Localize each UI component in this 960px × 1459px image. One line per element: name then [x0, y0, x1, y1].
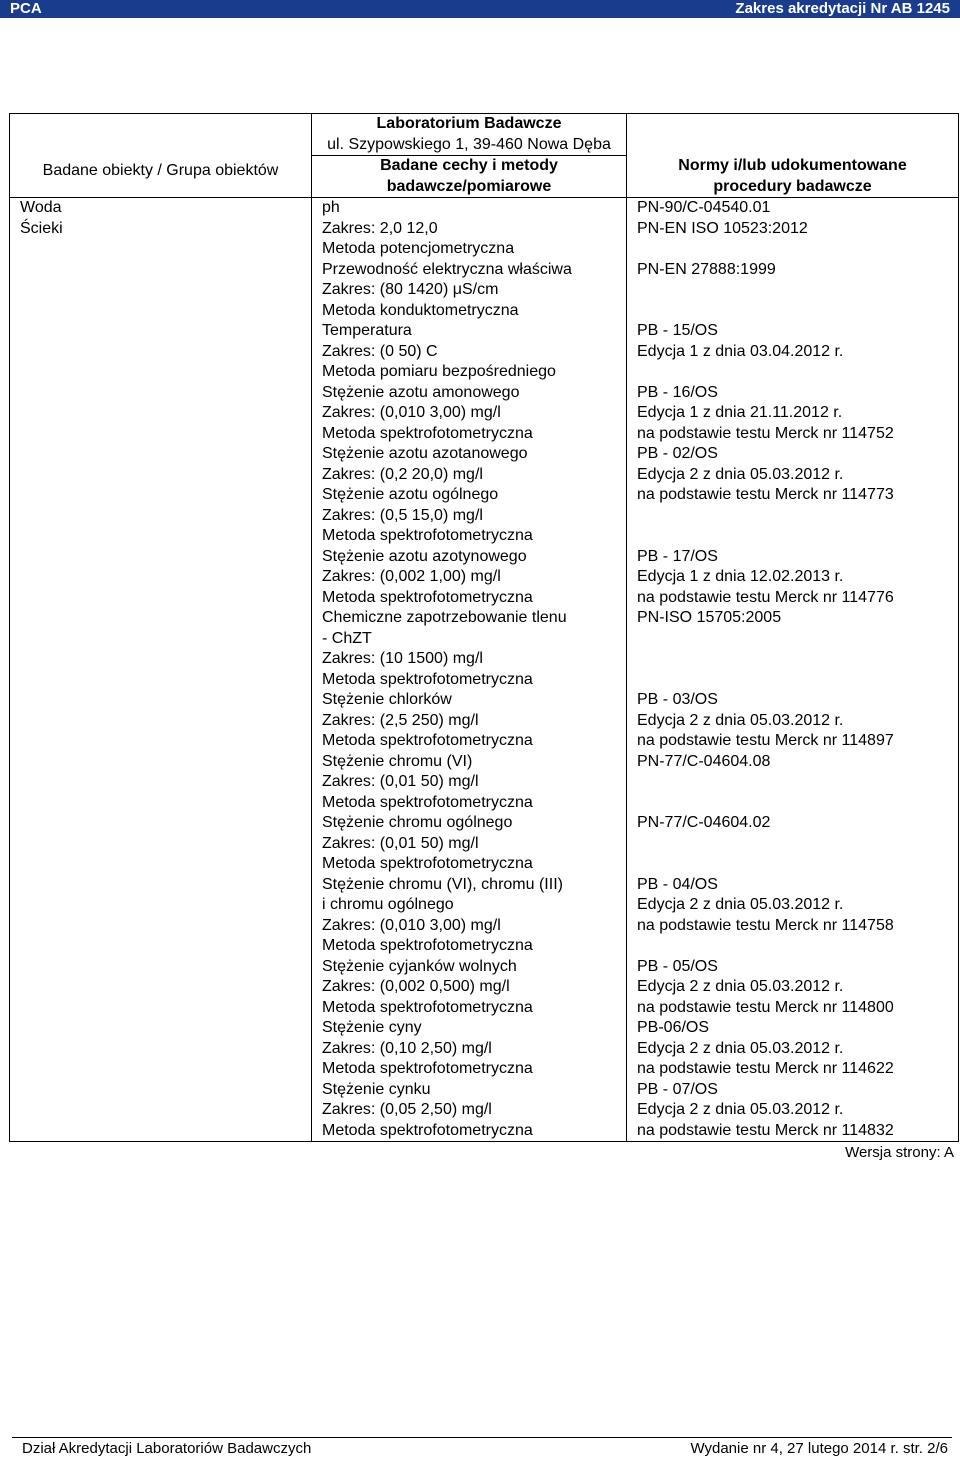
parameter-line: Stężenie azotu ogólnego — [322, 486, 499, 503]
parameter-line: Zakres: (0,10 2,50) mg/l — [322, 1039, 492, 1057]
lab-name: Laboratorium Badawcze — [376, 115, 562, 132]
parameter-line: Stężenie chlorków — [322, 691, 452, 708]
norm-line: PN-77/C-04604.08 — [637, 752, 771, 770]
parameter-line: Zakres: 2,0 12,0 — [322, 219, 438, 237]
norm-item — [637, 690, 958, 752]
parameter-item — [322, 198, 626, 260]
parameter-line: Metoda spektrofotometryczna — [322, 937, 533, 954]
parameter-line: Zakres: (0,2 20,0) mg/l — [322, 465, 483, 483]
norm-line: PB - 16/OS — [637, 383, 718, 401]
norm-item — [637, 547, 958, 609]
parameter-line: Metoda pomiaru bezpośredniego — [322, 363, 556, 380]
parameter-line: Zakres: (0,01 50) mg/l — [322, 834, 479, 852]
norm-line: PB-06/OS — [637, 1019, 710, 1036]
parameter-line: Stężenie azotu azotynowego — [322, 547, 527, 565]
parameter-line: Zakres: (0,002 0,500) mg/l — [322, 978, 510, 995]
norm-line: na podstawie testu Merck nr 114773 — [637, 486, 894, 503]
norm-item — [637, 444, 958, 547]
header-left: PCA — [10, 0, 42, 17]
parameter-line: Zakres: (0,010 3,00) mg/l — [322, 916, 501, 934]
parameter-item — [322, 260, 626, 322]
norm-item — [637, 875, 958, 957]
parameter-line: Zakres: (0,010 3,00) mg/l — [322, 404, 501, 421]
parameter-item — [322, 444, 626, 547]
norm-line: Edycja 1 z dnia 12.02.2013 r. — [637, 568, 844, 585]
parameter-line: Metoda spektrofotometryczna — [322, 793, 533, 811]
parameter-line: Metoda spektrofotometryczna — [322, 998, 533, 1016]
norm-line: na podstawie testu Merck nr 114752 — [637, 424, 894, 442]
norm-item — [637, 321, 958, 383]
header-right: Zakres akredytacji Nr AB 1245 — [735, 0, 950, 17]
parameter-line: Metoda spektrofotometryczna — [322, 588, 533, 606]
parameter-item — [322, 752, 626, 814]
parameter-line: Stężenie azotu amonowego — [322, 383, 520, 401]
norm-line: Edycja 2 z dnia 05.03.2012 r. — [637, 1101, 844, 1118]
features-header-cell — [312, 156, 627, 198]
parameter-line: Metoda potencjometryczna — [322, 240, 515, 257]
norm-line: na podstawie testu Merck nr 114776 — [637, 588, 894, 606]
norm-item — [637, 752, 958, 814]
parameter-line: ph — [322, 199, 340, 216]
norm-line: PN-ISO 15705:2005 — [637, 609, 782, 626]
norm-line: PB - 05/OS — [637, 957, 718, 975]
norm-line: PN-EN 27888:1999 — [637, 260, 776, 278]
parameter-line: Chemiczne zapotrzebowanie tlenu — [322, 609, 567, 626]
norm-line: PB - 04/OS — [637, 875, 718, 893]
norm-line: na podstawie testu Merck nr 114832 — [637, 1121, 894, 1139]
norm-item — [637, 383, 958, 445]
footer-right: Wydanie nr 4, 27 lutego 2014 r. str. 2/6 — [690, 1440, 948, 1457]
norm-item — [637, 1080, 958, 1142]
norm-line: Edycja 1 z dnia 21.11.2012 r. — [637, 404, 843, 421]
parameter-line: Metoda konduktometryczna — [322, 301, 519, 319]
norm-line: Edycja 2 z dnia 05.03.2012 r. — [637, 896, 844, 913]
norm-line: PB - 02/OS — [637, 445, 718, 462]
parameter-line: Metoda spektrofotometryczna — [322, 424, 533, 442]
norm-line: Edycja 2 z dnia 05.03.2012 r. — [637, 1039, 844, 1057]
parameter-line: Zakres: (0,01 50) mg/l — [322, 773, 479, 790]
parameter-item — [322, 547, 626, 609]
parameter-line: Zakres: (0,002 1,00) mg/l — [322, 568, 501, 585]
parameter-line: Metoda spektrofotometryczna — [322, 732, 533, 749]
parameter-line: Metoda spektrofotometryczna — [322, 1121, 533, 1139]
norms-cell — [627, 198, 959, 1142]
norm-line: na podstawie testu Merck nr 114800 — [637, 998, 894, 1016]
norm-item — [637, 198, 958, 260]
norm-item — [637, 957, 958, 1019]
norm-line: PN-EN ISO 10523:2012 — [637, 219, 808, 237]
norm-item — [637, 813, 958, 875]
norms-header-cell — [627, 114, 959, 198]
object-water: Woda — [20, 199, 62, 216]
norm-line: Edycja 2 z dnia 05.03.2012 r. — [637, 465, 844, 483]
accreditation-table — [9, 113, 959, 1142]
parameter-line: Stężenie chromu (VI) — [322, 752, 473, 770]
parameter-line: Stężenie chromu ogólnego — [322, 814, 513, 831]
parameter-item — [322, 608, 626, 690]
norm-line: PB - 03/OS — [637, 691, 718, 708]
page-version: Wersja strony: A — [845, 1144, 954, 1161]
norm-line: PB - 17/OS — [637, 547, 718, 565]
parameter-line: Stężenie cyny — [322, 1019, 422, 1036]
objects-header: Badane obiekty / Grupa obiektów — [42, 162, 279, 180]
parameter-line: Metoda spektrofotometryczna — [322, 1060, 533, 1077]
parameter-line: Zakres: (0,5 15,0) mg/l — [322, 506, 483, 524]
norm-line: Edycja 2 z dnia 05.03.2012 r. — [637, 711, 844, 729]
parameter-line: Zakres: (0 50) C — [322, 342, 438, 360]
parameter-line: i chromu ogólnego — [322, 896, 454, 913]
lab-cell — [312, 114, 627, 156]
parameter-line: Stężenie cyjanków wolnych — [322, 957, 517, 975]
parameter-item — [322, 383, 626, 445]
parameter-line: Metoda spektrofotometryczna — [322, 855, 533, 872]
parameter-item — [322, 690, 626, 752]
object-sewage: Ścieki — [20, 219, 63, 237]
norm-line: PN-77/C-04604.02 — [637, 814, 771, 831]
footer-divider — [12, 1437, 952, 1438]
parameter-item — [322, 875, 626, 957]
parameter-line: Zakres: (0,05 2,50) mg/l — [322, 1101, 492, 1118]
parameter-line: Zakres: (2,5 250) mg/l — [322, 711, 479, 729]
norm-line: Edycja 1 z dnia 03.04.2012 r. — [637, 342, 844, 360]
norm-line: Edycja 2 z dnia 05.03.2012 r. — [637, 978, 844, 995]
parameter-item — [322, 957, 626, 1019]
parameter-line: Metoda spektrofotometryczna — [322, 527, 533, 544]
norms-header-line1: Normy i/lub udokumentowane — [678, 157, 907, 174]
objects-cell — [10, 198, 312, 1142]
parameter-item — [322, 321, 626, 383]
norm-item — [637, 260, 958, 322]
norm-line: PB - 15/OS — [637, 322, 718, 339]
parameter-line: Zakres: (10 1500) mg/l — [322, 650, 483, 667]
norm-item — [637, 1018, 958, 1080]
parameter-item — [322, 1080, 626, 1142]
objects-header-cell — [10, 114, 312, 198]
parameter-line: Stężenie azotu azotanowego — [322, 445, 528, 462]
features-header-line2: badawcze/pomiarowe — [386, 177, 552, 195]
footer-left: Dział Akredytacji Laboratoriów Badawczych — [22, 1440, 312, 1457]
page-header — [0, 0, 960, 18]
parameter-line: Stężenie chromu (VI), chromu (III) — [322, 875, 563, 893]
parameter-line: - ChZT — [322, 629, 372, 647]
lab-address: ul. Szypowskiego 1, 39-460 Nowa Dęba — [327, 135, 611, 153]
parameter-line: Metoda spektrofotometryczna — [322, 670, 533, 688]
norm-line: PB - 07/OS — [637, 1080, 718, 1098]
norms-header-line2: procedury badawcze — [713, 177, 872, 195]
norm-line: PN-90/C-04540.01 — [637, 199, 771, 216]
parameter-line: Zakres: (80 1420) μS/cm — [322, 281, 499, 298]
parameter-item — [322, 1018, 626, 1080]
norm-line: na podstawie testu Merck nr 114897 — [637, 732, 894, 749]
features-cell — [312, 198, 627, 1142]
norm-item — [637, 608, 958, 690]
parameter-line: Stężenie cynku — [322, 1080, 431, 1098]
features-header-line1: Badane cechy i metody — [380, 157, 558, 174]
norm-line: na podstawie testu Merck nr 114758 — [637, 916, 894, 934]
parameter-line: Temperatura — [322, 322, 412, 339]
parameter-line: Przewodność elektryczna właściwa — [322, 260, 572, 278]
norm-line: na podstawie testu Merck nr 114622 — [637, 1060, 894, 1077]
parameter-item — [322, 813, 626, 875]
